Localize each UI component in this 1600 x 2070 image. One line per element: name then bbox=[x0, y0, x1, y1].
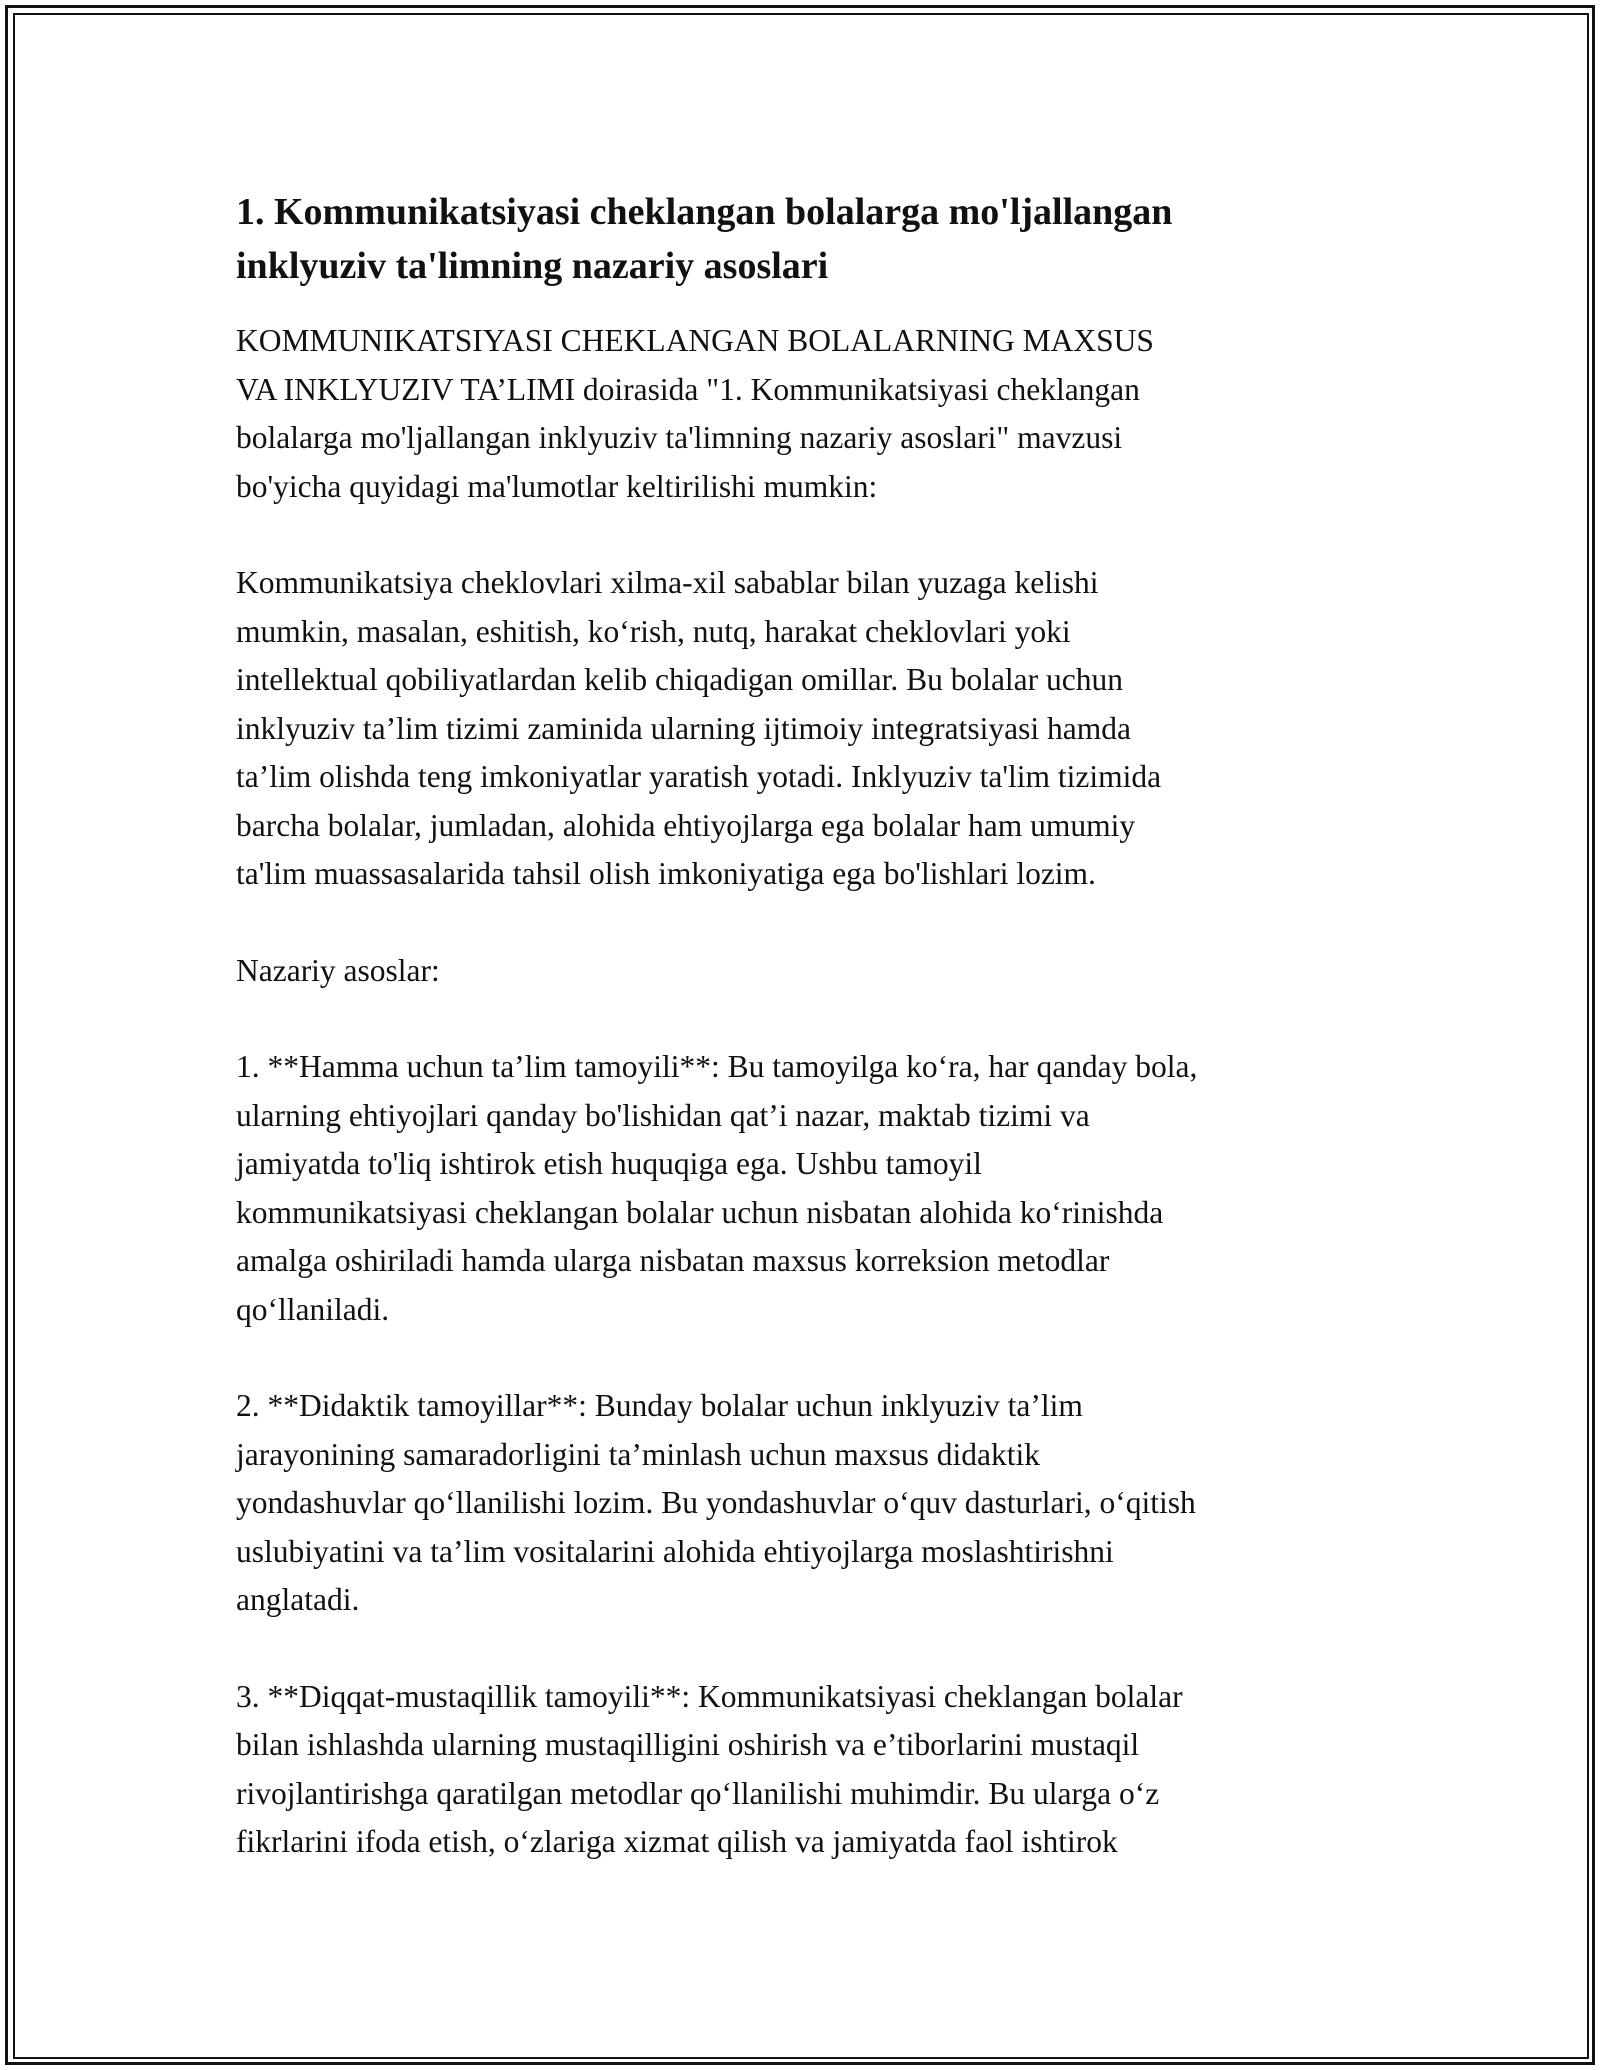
subheading-nazariy-asoslar: Nazariy asoslar: bbox=[236, 952, 440, 988]
causes-paragraph: Kommunikatsiya cheklovlari xilma-xil sabablar bilan yuzaga kelishi mumkin, masalan, eshitish, ko‘rish, nutq, harakat cheklovlari yoki intellektual qobiliyatlardan kelib chiqadigan omillar. Bu bolalar uchun inklyuziv ta’lim tizimi zaminida ularning ijtimoiy integratsiyasi hamda ta’lim olishda teng imkoniyatlar yaratish yotadi. Inklyuziv ta'lim tizimida barcha bolalar, jumladan, alohida ehtiyojlarga ega bolalar ham umumiy ta'lim muassasalarida tahsil olish imkoniyatiga ega bo'lishlari lozim. bbox=[236, 565, 1162, 891]
intro-paragraph: KOMMUNIKATSIYASI CHEKLANGAN BOLALARNING MAXSUS VA INKLYUZIV TA’LIMI doirasida "1. Kommunikatsiyasi cheklangan bolalarga mo'ljallangan inklyuziv ta'limning nazariy asoslari" mavzusi bo'yicha quyidagi ma'lumotlar keltirilishi mumkin: bbox=[236, 323, 1154, 504]
document-body bbox=[236, 185, 1376, 1915]
principle-2-paragraph: 2. **Didaktik tamoyillar**: Bunday bolalar uchun inklyuziv ta’lim jarayonining samaradorligini ta’minlash uchun maxsus didaktik yondashuvlar qo‘llanilishi lozim. Bu yondashuvlar o‘quv dasturlari, o‘qitish uslubiyatini va ta’lim vositalarini alohida ehtiyojlarga moslashtirishni anglatadi. bbox=[236, 1388, 1196, 1617]
section-heading: 1. Kommunikatsiyasi cheklangan bolalarga mo'ljallangan inklyuziv ta'limning nazariy asoslari bbox=[236, 191, 1173, 287]
principle-1-paragraph: 1. **Hamma uchun ta’lim tamoyili**: Bu tamoyilga ko‘ra, har qanday bola, ularning ehtiyojlari qanday bo'lishidan qat’i nazar, maktab tizimi va jamiyatda to'liq ishtirok etish huquqiga ega. Ushbu tamoyil kommunikatsiyasi cheklangan bolalar uchun nisbatan alohida ko‘rinishda amalga oshiriladi hamda ularga nisbatan maxsus korreksion metodlar qo‘llaniladi. bbox=[236, 1049, 1198, 1327]
principle-3-paragraph: 3. **Diqqat-mustaqillik tamoyili**: Kommunikatsiyasi cheklangan bolalar bilan ishlashda ularning mustaqilligini oshirish va e’tiborlarini mustaqil rivojlantirishga qaratilgan metodlar qo‘llanilishi muhimdir. Bu ularga o‘z fikrlarini ifoda etish, o‘zlariga xizmat qilish va jamiyatda faol ishtirok bbox=[236, 1678, 1183, 1859]
